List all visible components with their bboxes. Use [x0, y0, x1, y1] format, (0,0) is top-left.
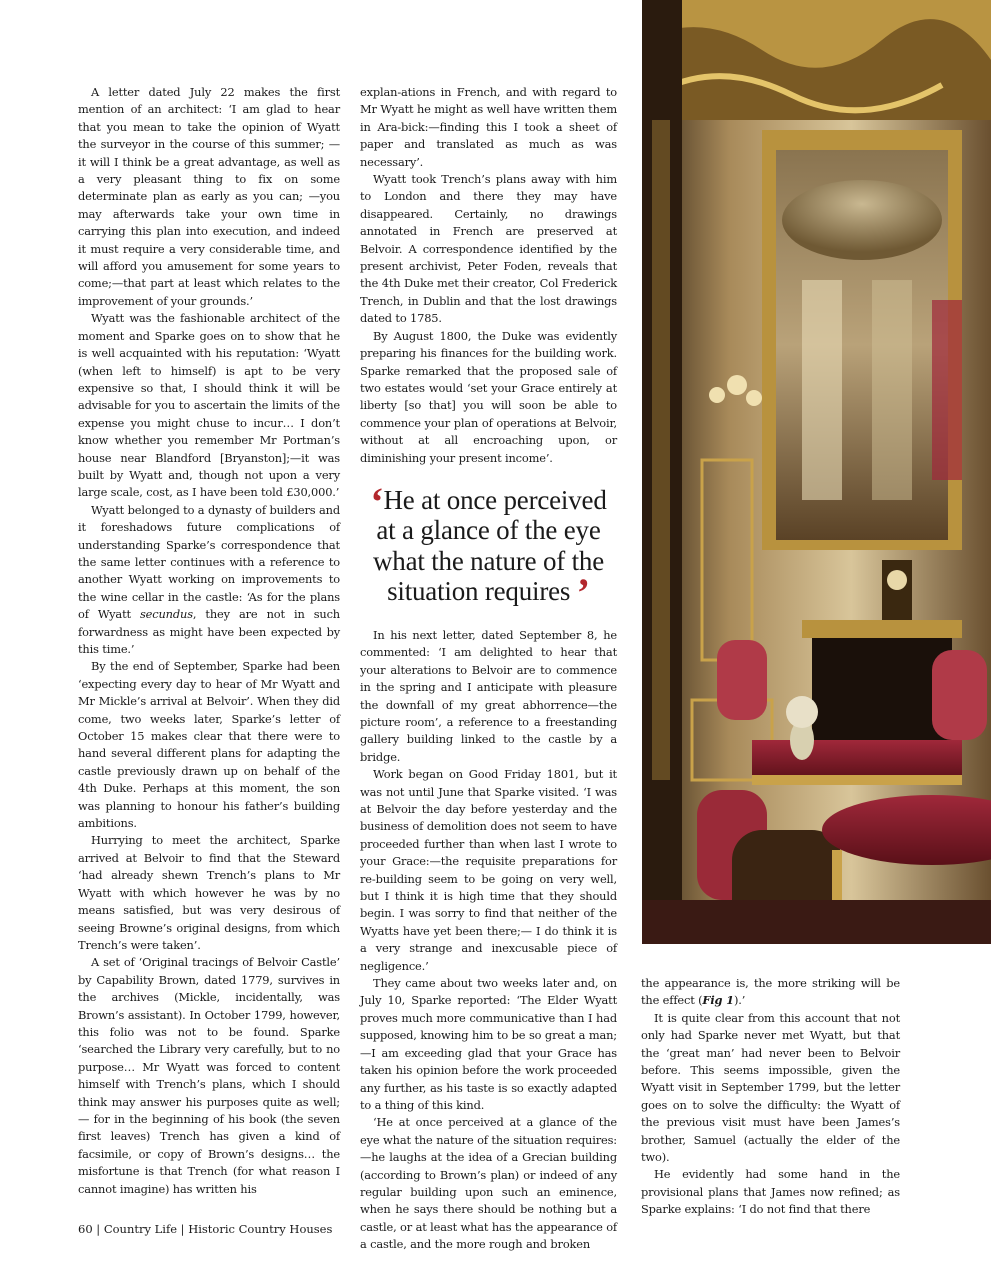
paragraph: By the end of September, Sparke had been ‘expecting every day to hear of Mr Wyatt and Mr Mickle’s arrival at Belvoir’. When they did come, two weeks later, Sparke’s letter of October 15 makes clear that there were to hand several different plans for adapting the castle previously drawn up on behalf of the 4th Duke. Perhaps at this moment, the son was planning to honour his father’s building ambitions. — [78, 659, 340, 831]
paragraph: Wyatt was the fashionable architect of the moment and Sparke goes on to show that he is well acquainted with his reputation: ‘Wyatt (when left to himself) is apt to be very expensive so that, I should think it will be advisable for you to ascertain the limits of the expense you might chuse to incur… I don’t know whether you remember Mr Portman’s house near Blandford [Bryanston];—it was built by Wyatt and, though not upon a very large scale, cost, as I have been told £30,000.’ — [78, 311, 340, 500]
paragraph: It is quite clear from this account that not only had Sparke never met Wyatt, but that the ‘great man’ had never been to Belvoir before. This seems impossible, given the Wyatt visit in September 1799, but the letter goes on to solve the difficulty: the Wyatt of the previous visit must have been James’s brother, Samuel (actually the elder of the two). — [641, 1010, 900, 1165]
text-column-1 — [78, 84, 340, 1198]
paragraph: They came about two weeks later and, on July 10, Sparke reported: ‘The Elder Wyatt proves much more communicative than I had supposed, knowing him to be so great a man;—I am exceeding glad that your Grace has taken his opinion before the work proceeded any further, as his taste is so exactly adapted to a thing of this kind. — [360, 976, 617, 1112]
page-footer: 60 | Country Life | Historic Country Houses — [78, 1222, 333, 1236]
paragraph: He evidently had some hand in the provisional plans that James now refined; as Sparke explains: ‘I do not find that there — [641, 1167, 900, 1217]
text-column-2 — [360, 84, 617, 1254]
close-quote-mark: ’ — [576, 570, 590, 616]
salon-photograph — [642, 0, 991, 944]
paragraph: A letter dated July 22 makes the first mention of an architect: ‘I am glad to hear that you mean to take the opinion of Wyatt the surveyor in the course of this summer; —it will I think be a great advantage, as well as a very pleasant thing to fix on some determinate plan as early as you can; —you may afterwards take your own time in carrying this plan into execution, and indeed it must require a very considerable time, and will afford you amusement for some years to come;—that part at least which relates to the improvement of your grounds.’ — [78, 85, 340, 308]
paragraph: By August 1800, the Duke was evidently preparing his finances for the building work. Sparke remarked that the proposed sale of two estates would ‘set your Grace entirely at liberty [so that] you will soon be able to commence your plan of operations at Belvoir, without at all encroaching upon, or diminishing your present income’. — [360, 328, 617, 465]
paragraph-text: Wyatt belonged to a dynasty of builders and it foreshadows future complications of understanding Sparke’s correspondence that the same letter continues with a reference to another Wyatt working on improvements to the wine cellar in the castle: ‘As for the plans of Wyatt — [78, 502, 340, 622]
paragraph: Work began on Good Friday 1801, but it was not until June that Sparke visited. ‘I was at Belvoir the day before yesterday and the business of demolition does not seem to have proceeded further than when last I wrote to your Grace:—the requisite preparations for re-building seem to be going on very well, but I think it is high time that they should begin. I was sorry to find that neither of the Wyatts have yet been there;— I do think it is a very strange and inexcusable piece of negligence.’ — [360, 767, 617, 973]
salon-illustration — [642, 0, 991, 944]
paragraph: Wyatt took Trench’s plans away with him to London and there they may have disappeared. Certainly, no drawings annotated in French are preserved at Belvoir. A correspondence identified by the present archivist, Peter Foden, reveals that the 4th Duke met their creator, Col Frederick Trench, in Dublin and that the lost drawings dated to 1785. — [360, 172, 617, 326]
paragraph: In his next letter, dated September 8, he commented: ‘I am delighted to hear that your alterations to Belvoir are to commence in the spring and I anticipate with pleasure the downfall of my great abhorrence—the picture room’, a reference to a freestanding gallery building linked to the castle by a bridge. — [360, 627, 617, 764]
open-quote-mark: ‘ — [370, 478, 384, 524]
paragraph: explan-ations in French, and with regard to Mr Wyatt he might as well have written them in Ara-bick:—finding this I took a sheet of paper and translated as much as was necessary’. — [360, 85, 617, 169]
paragraph-text: , they are not in such forwardness as might have been expected by this time.’ — [78, 607, 340, 656]
paragraph — [78, 502, 340, 659]
italic-term: secundus — [139, 607, 193, 622]
figure-reference: Fig 1 — [702, 993, 734, 1008]
paragraph: ‘He at once perceived at a glance of the eye what the nature of the situation requires:—he laughs at the idea of a Grecian building (according to Brown’s plan) or indeed of any regular building upon such an eminence, when he says there should be nothing but a castle, or at least what has the appearance of a castle, and the more rough and broken — [360, 1115, 617, 1252]
paragraph: Hurrying to meet the architect, Sparke arrived at Belvoir to find that the Steward ‘had already shewn Trench’s plans to Mr Wyatt with which however he was by no means satisfied, but was very desirous of seeing Browne’s original designs, from which Trench’s were taken’. — [78, 833, 340, 952]
paragraph — [641, 975, 900, 1010]
paragraph-text: the appearance is, the more striking will be the effect ( — [641, 976, 900, 1008]
pull-quote-text: He at once perceived at a glance of the eye what the nature of the situation requires — [372, 484, 607, 607]
text-column-3 — [641, 975, 900, 1219]
pull-quote — [360, 478, 617, 616]
paragraph-text: ).’ — [733, 993, 746, 1008]
paragraph: A set of ‘Original tracings of Belvoir Castle’ by Capability Brown, dated 1779, survives in the archives (Mickle, incidentally, was Brown’s assistant). In October 1799, however, this folio was not to be found. Sparke ‘searched the Library very carefully, but to no purpose… Mr Wyatt was forced to content himself with Trench’s plans, which I should think may answer his purposes quite as well;— for in the beginning of his book (the seven first leaves) Trench has given a kind of facsimile, or copy of Brown’s designs… the misfortune is that Trench (for what reason I cannot imagine) has written his — [78, 955, 340, 1196]
